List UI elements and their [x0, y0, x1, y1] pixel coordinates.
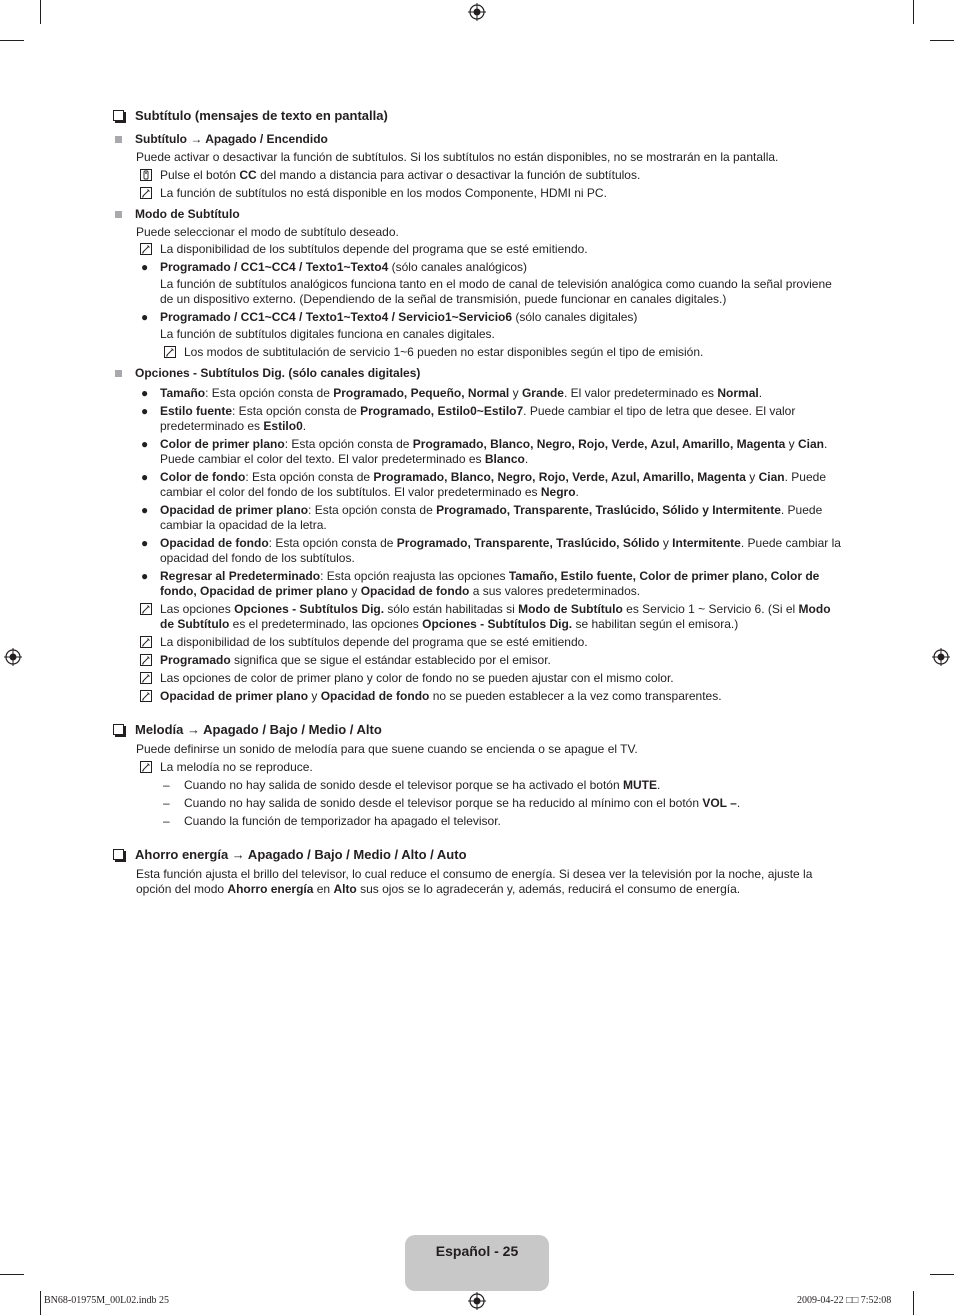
bullet-dot-icon: ● [141, 404, 149, 418]
crop-mark-bottom-right-v [913, 1291, 914, 1315]
crop-mark-bottom-left-v [40, 1291, 41, 1315]
crop-mark-bottom-left-h [0, 1274, 24, 1275]
print-slug-right: 2009-04-22 □□ 7:52:08 [797, 1295, 892, 1306]
note-pencil-icon [140, 187, 152, 199]
dash-item: – Cuando la función de temporizador ha apagado el televisor. [163, 814, 501, 828]
paragraph: Puede definirse un sonido de melodía para que suene cuando se encienda o se apague el TV. [136, 742, 638, 756]
bullet-item-opacidad-primer: ● Opacidad de primer plano: Esta opción consta de Programado, Transparente, Traslúcido, Sólido y Intermitente. Puede cambiar la opacidad de la letra. [141, 503, 823, 532]
bullet-item-estilo: ● Estilo fuente: Esta opción consta de Programado, Estilo0~Estilo7. Puede cambiar el tipo de letra que desee. El valor predeterminado es Estilo0. [141, 404, 796, 433]
dash-bullet: – [163, 778, 170, 792]
dash-item: – Cuando no hay salida de sonido desde el televisor porque se ha activado el botón MUTE. [163, 778, 661, 792]
bullet-dot-icon: ● [141, 470, 149, 484]
note-pencil-icon [140, 636, 152, 648]
section-title-subtitulo: Subtítulo (mensajes de texto en pantalla) [112, 108, 842, 124]
bullet-item-color-primer: ● Color de primer plano: Esta opción consta de Programado, Blanco, Negro, Rojo, Verde, Azul, Amarillo, Magenta y Cian. Puede cambiar el color del texto. El valor predeterminado es Blanco. [141, 437, 828, 466]
registration-mark-icon [468, 1292, 486, 1310]
remote-button-icon [140, 169, 152, 181]
checkbox-icon [113, 110, 124, 121]
paragraph: Esta función ajusta el brillo del televisor, lo cual reduce el consumo de energía. Si desea ver la televisión por la noche, ajuste la opción del modo Ahorro energía en Alto sus ojos se lo agradecerán y, además, reducirá el consumo de energía. [136, 867, 813, 896]
square-bullet-icon [115, 136, 122, 143]
crop-mark-top-right-h [930, 40, 954, 41]
bullet-paragraph: La función de subtítulos digitales funciona en canales digitales. [160, 327, 495, 341]
bullet-dot-icon: ● [141, 260, 149, 274]
note-pencil-icon [140, 761, 152, 773]
note-item: La función de subtítulos no está disponible en los modos Componente, HDMI ni PC. [112, 186, 842, 201]
dash-item: – Cuando no hay salida de sonido desde el televisor porque se ha reducido al mínimo con el botón VOL –. [163, 796, 741, 810]
note-item: Las opciones de color de primer plano y color de fondo no se pueden ajustar con el mismo color. [112, 671, 842, 686]
manual-content [112, 108, 842, 897]
note-pencil-icon [140, 690, 152, 702]
square-bullet-icon [115, 211, 122, 218]
bullet-item-tamano: ● Tamaño: Esta opción consta de Programado, Pequeño, Normal y Grande. El valor predeterminado es Normal. [141, 386, 763, 400]
bullet-dot-icon: ● [141, 437, 149, 451]
square-bullet-icon [115, 370, 122, 377]
paragraph: Puede seleccionar el modo de subtítulo deseado. [136, 225, 399, 239]
paragraph: Puede activar o desactivar la función de subtítulos. Si los subtítulos no están disponibles, no se mostrarán en la pantalla. [136, 150, 779, 164]
note-pencil-icon [164, 346, 176, 358]
crop-mark-top-right-v [913, 0, 914, 24]
crop-mark-top-left-h [0, 40, 24, 41]
dash-bullet: – [163, 796, 170, 810]
note-item: Programado significa que se sigue el estándar establecido por el emisor. [112, 653, 842, 668]
page-number-tab [405, 1235, 549, 1291]
bullet-item-regresar: ● Regresar al Predeterminado: Esta opción reajusta las opciones Tamaño, Estilo fuente, Color de primer plano, Color de fondo, Opacidad de primer plano y Opacidad de fondo a sus valores predeterminados. [141, 569, 820, 598]
dash-bullet: – [163, 814, 170, 828]
bullet-dot-icon: ● [141, 310, 149, 324]
note-item: Pulse el botón CC del mando a distancia para activar o desactivar la función de subtítulos. [112, 168, 842, 183]
note-pencil-icon [140, 243, 152, 255]
note-item: La melodía no se reproduce. [112, 760, 842, 775]
bullet-dot-icon: ● [141, 536, 149, 550]
note-pencil-icon [140, 603, 152, 615]
note-pencil-icon [140, 672, 152, 684]
bullet-item-color-fondo: ● Color de fondo: Esta opción consta de Programado, Blanco, Negro, Rojo, Verde, Azul, Amarillo, Magenta y Cian. Puede cambiar el color del fondo de los subtítulos. El valor predeterminado es Negro. [141, 470, 826, 499]
section-title-ahorro: Ahorro energía → Apagado / Bajo / Medio / Alto / Auto [112, 847, 842, 863]
note-pencil-icon [140, 654, 152, 666]
registration-mark-icon [468, 3, 486, 21]
crop-mark-bottom-right-h [930, 1274, 954, 1275]
checkbox-icon [113, 849, 124, 860]
crop-mark-top-left-v [40, 0, 41, 24]
registration-mark-icon [4, 648, 22, 666]
bullet-dot-icon: ● [141, 569, 149, 583]
checkbox-icon [113, 724, 124, 735]
bullet-item: ● Programado / CC1~CC4 / Texto1~Texto4 / Servicio1~Servicio6 (sólo canales digitales) [141, 310, 638, 324]
bullet-item: ● Programado / CC1~CC4 / Texto1~Texto4 (sólo canales analógicos) [141, 260, 528, 274]
bullet-dot-icon: ● [141, 386, 149, 400]
registration-mark-icon [932, 648, 950, 666]
note-item: Las opciones Opciones - Subtítulos Dig. sólo están habilitadas si Modo de Subtítulo es Servicio 1 ~ Servicio 6. (Si el Modo de Subtítulo es el predeterminado, las opciones Opciones - Subtítulos Dig. se habilitan según el emisora.) [112, 602, 842, 632]
subsection-title-opciones: Opciones - Subtítulos Dig. (sólo canales digitales) [112, 366, 842, 381]
print-slug-left: BN68-01975M_00L02.indb 25 [44, 1295, 169, 1306]
page-number: Español - 25 [435, 1243, 519, 1259]
bullet-item-opacidad-fondo: ● Opacidad de fondo: Esta opción consta de Programado, Transparente, Traslúcido, Sólido y Intermitente. Puede cambiar la opacidad del fondo de los subtítulos. [141, 536, 841, 565]
note-item: La disponibilidad de los subtítulos depende del programa que se esté emitiendo. [112, 242, 842, 257]
subsection-title-modo: Modo de Subtítulo [112, 207, 842, 222]
bullet-paragraph: La función de subtítulos analógicos funciona tanto en el modo de canal de televisión analógica como cuando la señal proviene de un dispositivo externo. (Dependiendo de la señal de transmisión, puede funcionar en canales digitales.) [160, 277, 832, 306]
section-title-melodia: Melodía → Apagado / Bajo / Medio / Alto [112, 722, 842, 738]
note-item: Opacidad de primer plano y Opacidad de fondo no se pueden establecer a la vez como transparentes. [112, 689, 842, 704]
note-item: Los modos de subtitulación de servicio 1~6 pueden no estar disponibles según el tipo de emisión. [112, 345, 842, 360]
bullet-dot-icon: ● [141, 503, 149, 517]
note-item: La disponibilidad de los subtítulos depende del programa que se esté emitiendo. [112, 635, 842, 650]
subsection-title-onoff: Subtítulo → Apagado / Encendido [112, 132, 842, 147]
